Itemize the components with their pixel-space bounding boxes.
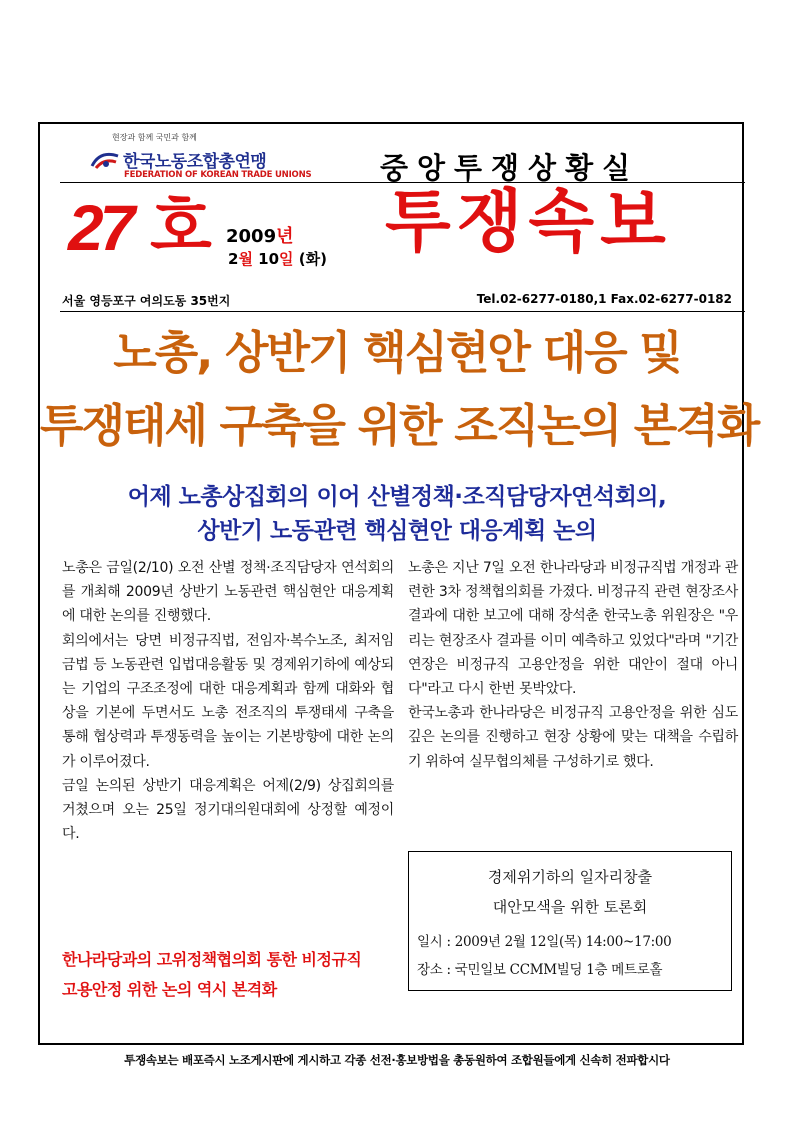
left-paragraph-1: 노총은 금일(2/10) 오전 산별 정책·조직담당자 연석회의를 개최해 2009년 상반기 노동관련 핵심현안 대응계획에 대한 논의를 진행했다. [62,560,394,625]
subheadline-line-1: 어제 노총상집회의 이어 산별정책·조직담당자연석회의, [127,484,667,510]
event-title-line-2: 대안모색을 위한 토론회 [492,898,648,916]
left-paragraph-3: 금일 논의된 상반기 대응계획은 어제(2/9) 상집회의를 거쳤으며 오는 25일 정기대의원대회에 상정할 예정이다. [62,777,394,843]
issue-suffix: 호 [150,191,212,265]
event-date: 일시 : 2009년 2월 12일(목) 14:00~17:00 [417,934,672,950]
issue-year: 2009년 [226,226,294,247]
right-paragraph-1: 노총은 지난 7일 오전 한나라당과 비정규직법 개정과 관련한 3차 정책협의회를 가졌다. 비정규직 관련 현장조사 결과에 대한 보고에 대해 장석춘 한국노총 위원장은 "우리는 현장조사 결과를 이미 예측하고 있었다"라며 "기간연장은 비정규직 고용안정을 위한 대안이 절대 아니다"라고 다시 한번 못박았다. [408,560,738,698]
event-title-line-1: 경제위기하의 일자리창출 [487,868,653,886]
event-place: 장소 : 국민일보 CCMM빌딩 1층 메트로홀 [417,962,663,978]
left-paragraph-2: 회의에서는 당면 비정규직법, 전임자·복수노조, 최저임금법 등 노동관련 입법대응활동 및 경제위기하에 예상되는 기업의 구조조정에 대한 대응계획과 함께 대화와 협상을 기본에 두면서도 노총 전조직의 투쟁태세 구축을 통해 협상력과 투쟁동력을 높이는 기본방향에 대한 논의가 이루어졌다. [62,632,394,770]
department-title: 중앙투쟁상황실 [380,151,640,185]
footer-note: 투쟁속보는 배포즉시 노조게시판에 게시하고 각종 선전·홍보방법을 총동원하여 조합원들에게 신속히 전파합시다 [124,1053,670,1067]
subheadline-line-2: 상반기 노동관련 핵심현안 대응계획 논의 [197,518,597,544]
issue-date: 2월 10일 (화) [228,250,327,268]
office-address: 서울 영등포구 여의도동 35번지 [62,294,231,308]
contact-numbers: Tel.02-6277-0180,1 Fax.02-6277-0182 [476,292,732,306]
org-name-korean: 한국노동조합총연맹 [123,152,267,172]
fkt-logo-icon [90,148,120,172]
headline-line-1: 노총, 상반기 핵심현안 대응 및 [113,326,681,379]
event-notice-box [408,851,732,991]
address-divider [60,311,745,312]
org-name-english: FEDERATION OF KOREAN TRADE UNIONS [124,170,312,180]
headline-line-2: 투쟁태세 구축을 위한 조직논의 본격화 [40,399,759,452]
right-column [408,556,738,774]
issue-number: 27 [68,192,132,264]
red-subheading-line-1: 한나라당과의 고위정책협의회 통한 비정규직 [62,950,362,969]
left-column [62,556,394,846]
logo-tagline: 현장과 함께 국민과 함께 [112,133,197,142]
bulletin-title: 투쟁속보 [385,183,672,262]
red-subheading-line-2: 고용안정 위한 논의 역시 본격화 [62,980,277,999]
red-subheading [62,945,394,1005]
right-paragraph-2: 한국노총과 한나라당은 비정규직 고용안정을 위한 심도 깊은 논의를 진행하고 현장 상황에 맞는 대책을 수립하기 위하여 실무협의체를 구성하기로 했다. [408,705,738,770]
